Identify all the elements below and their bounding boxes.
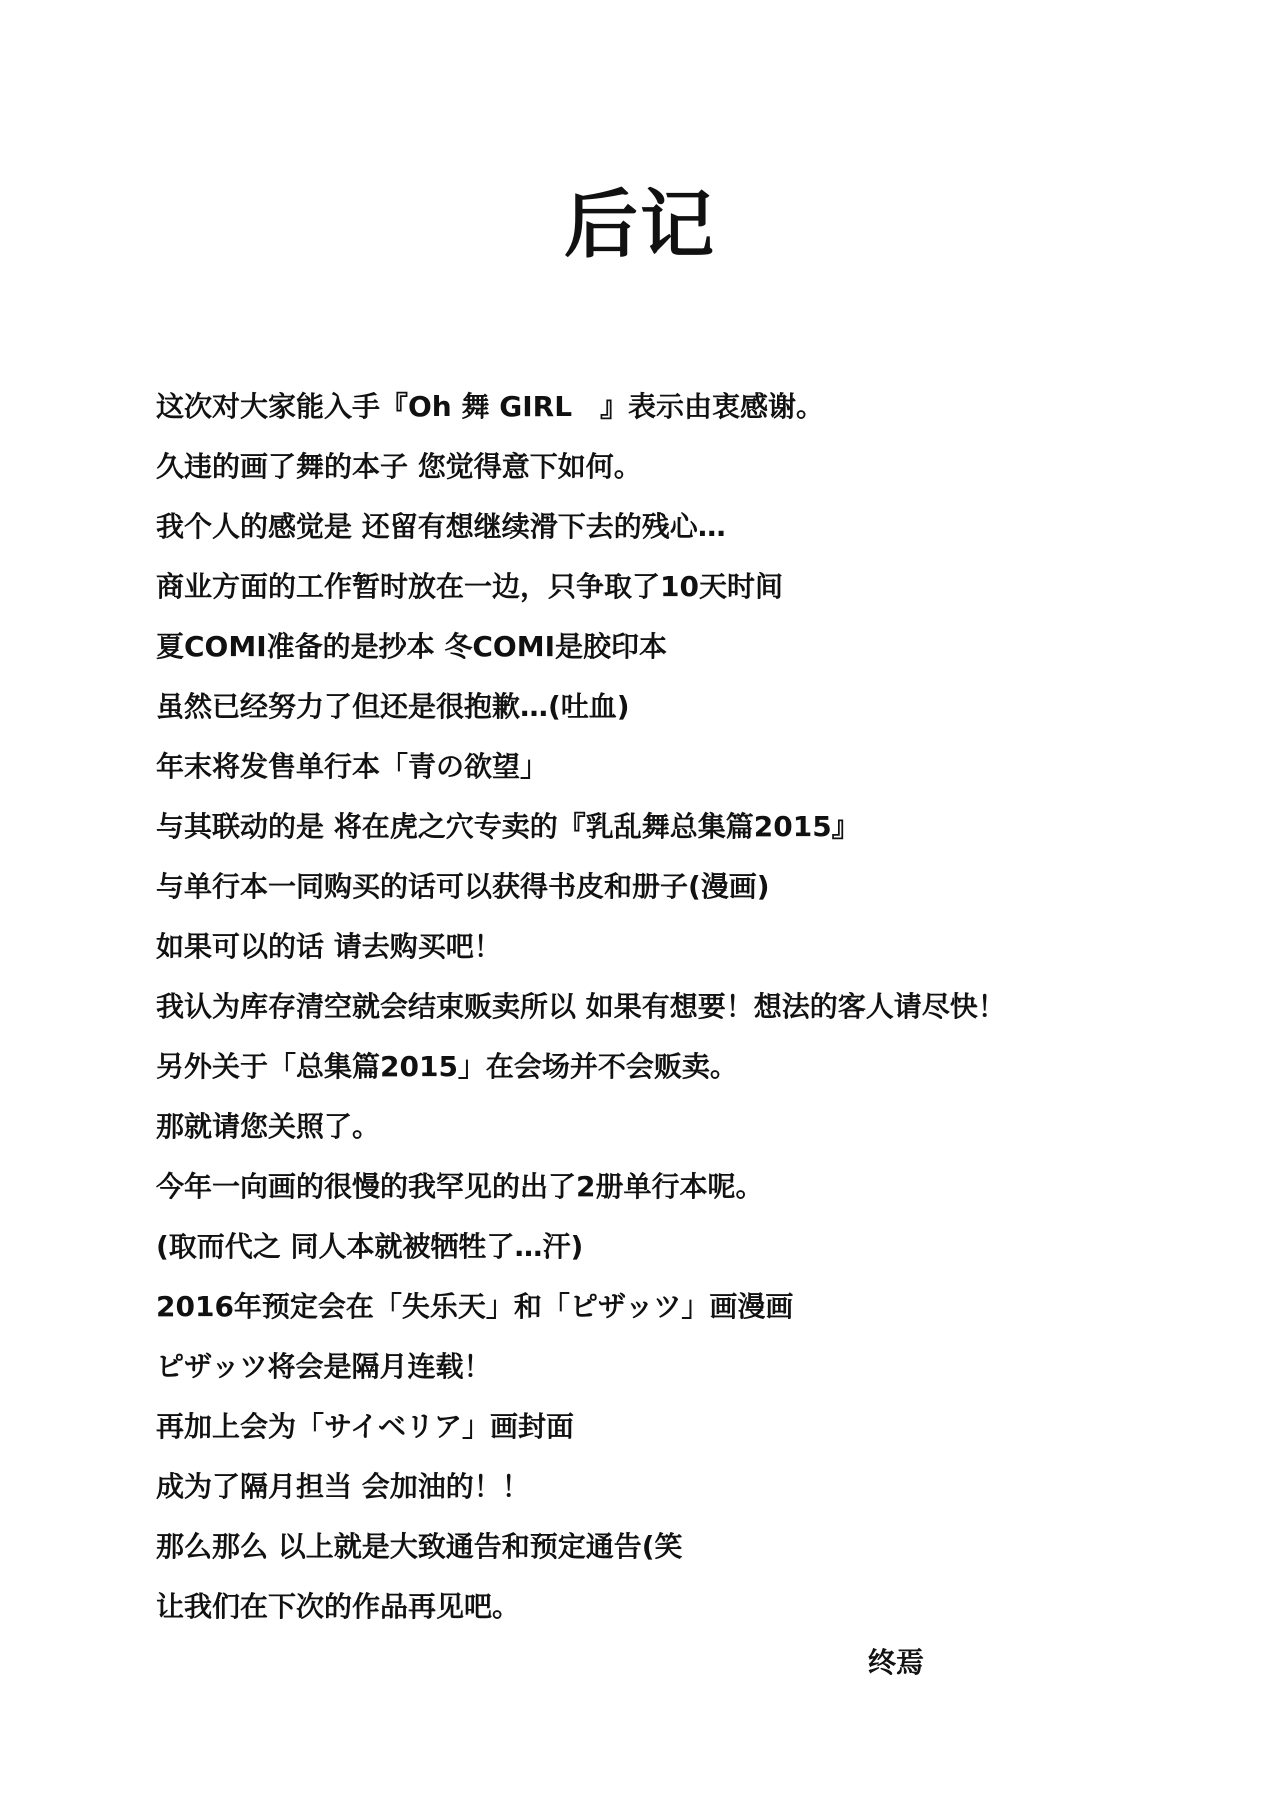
text-line: 我个人的感觉是 还留有想继续滑下去的残心…	[156, 510, 726, 543]
text-line: 与单行本一同购买的话可以获得书皮和册子(漫画)	[156, 870, 770, 903]
text-line: 那么那么 以上就是大致通告和预定通告(笑	[156, 1530, 683, 1563]
text-line: 商业方面的工作暂时放在一边，只争取了10天时间	[156, 570, 783, 603]
text-line: 今年一向画的很慢的我罕见的出了2册单行本呢。	[156, 1170, 764, 1203]
text-line: 再加上会为「サイベリア」画封面	[156, 1410, 575, 1443]
text-line: 久违的画了舞的本子 您觉得意下如何。	[156, 450, 642, 483]
text-line: 成为了隔月担当 会加油的！！	[156, 1470, 530, 1503]
text-line: 那就请您关照了。	[156, 1110, 381, 1143]
text-line: 我认为库存清空就会结束贩卖所以 如果有想要！想法的客人请尽快！	[156, 990, 1006, 1023]
text-line: 夏COMI准备的是抄本 冬COMI是胶印本	[156, 630, 668, 663]
text-line: 年末将发售单行本「青の欲望」	[156, 750, 549, 783]
text-line: 2016年预定会在「失乐天」和「ピザッツ」画漫画	[156, 1290, 794, 1323]
text-line: 与其联动的是 将在虎之穴专卖的『乳乱舞总集篇2015』	[156, 810, 860, 843]
text-line: 虽然已经努力了但还是很抱歉…(吐血)	[156, 690, 630, 723]
afterword-body	[156, 386, 1096, 1646]
text-line: 如果可以的话 请去购买吧！	[156, 930, 502, 963]
signature: 终焉	[868, 1646, 925, 1679]
page-title: 后记	[564, 181, 716, 268]
text-line: ピザッツ将会是隔月连载！	[156, 1350, 492, 1383]
text-line: 另外关于「总集篇2015」在会场并不会贩卖。	[156, 1050, 738, 1083]
text-line: 这次对大家能入手『Oh 舞 GIRL 』表示由衷感谢。	[156, 390, 825, 423]
text-line: 让我们在下次的作品再见吧。	[156, 1590, 521, 1623]
text-line: (取而代之 同人本就被牺牲了…汗)	[156, 1230, 584, 1263]
